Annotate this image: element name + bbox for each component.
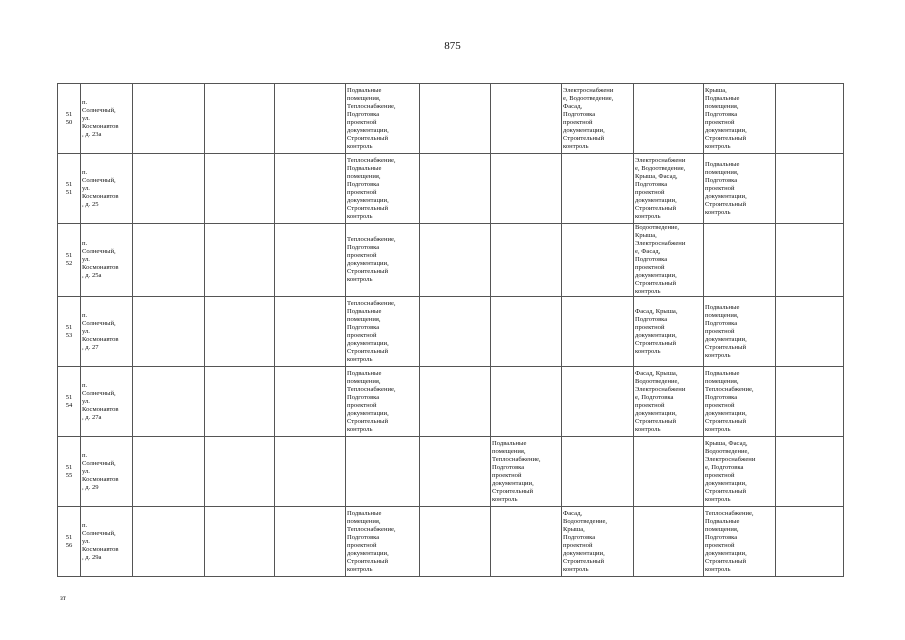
work-schedule-table	[57, 83, 844, 577]
table-row	[58, 297, 844, 367]
table-cell: Фасад, Крыша, Подготовка проектной документации, Строительный контроль	[634, 297, 704, 367]
table-row	[58, 437, 844, 507]
address-cell: п. Солнечный, ул. Космонавтов , д. 25а	[81, 224, 133, 297]
table-cell: Подвальные помещения, Теплоснабжение, Подготовка проектной документации, Строительный контроль	[704, 367, 776, 437]
table-cell	[275, 154, 346, 224]
table-cell	[491, 297, 562, 367]
address-cell: п. Солнечный, ул. Космонавтов , д. 23а	[81, 84, 133, 154]
table-cell	[562, 154, 634, 224]
table-cell: Фасад, Крыша, Водоотведение, Электроснабжени е, Подготовка проектной документации, Строительный контроль	[634, 367, 704, 437]
table-cell: Теплоснабжение, Подготовка проектной документации, Строительный контроль	[346, 224, 420, 297]
table-cell	[776, 297, 844, 367]
table-cell	[205, 154, 275, 224]
address-cell: п. Солнечный, ул. Космонавтов , д. 29а	[81, 507, 133, 577]
table-cell	[205, 84, 275, 154]
table-cell	[491, 84, 562, 154]
table-cell: Теплоснабжение, Подвальные помещения, Подготовка проектной документации, Строительный контроль	[346, 297, 420, 367]
table-cell	[420, 507, 491, 577]
row-number: 51 51	[58, 154, 81, 224]
table-cell	[776, 507, 844, 577]
table-cell: Крыша, Фасад, Водоотведение, Электроснабжени е, Подготовка проектной документации, Строительный контроль	[704, 437, 776, 507]
table-cell: Подвальные помещения, Подготовка проектной документации, Строительный контроль	[704, 154, 776, 224]
table-cell	[205, 437, 275, 507]
table-cell	[133, 154, 205, 224]
table-cell	[776, 154, 844, 224]
table-cell	[776, 437, 844, 507]
footer-mark: зт	[60, 594, 66, 602]
table-cell	[491, 224, 562, 297]
table-cell	[275, 507, 346, 577]
table-cell	[275, 367, 346, 437]
table-cell	[491, 507, 562, 577]
table-row	[58, 507, 844, 577]
page-number: 875	[444, 40, 461, 52]
row-number: 51 54	[58, 367, 81, 437]
table-cell: Подвальные помещения, Теплоснабжение, Подготовка проектной документации, Строительный контроль	[491, 437, 562, 507]
table-cell	[562, 297, 634, 367]
table-cell	[562, 437, 634, 507]
table-cell	[562, 367, 634, 437]
row-number: 51 50	[58, 84, 81, 154]
table-cell: Подвальные помещения, Теплоснабжение, Подготовка проектной документации, Строительный контроль	[346, 367, 420, 437]
table-row	[58, 367, 844, 437]
table-row	[58, 224, 844, 297]
address-cell: п. Солнечный, ул. Космонавтов , д. 27а	[81, 367, 133, 437]
table-cell	[275, 437, 346, 507]
table-cell: Подвальные помещения, Теплоснабжение, Подготовка проектной документации, Строительный контроль	[346, 507, 420, 577]
table-cell	[420, 224, 491, 297]
table-cell	[205, 367, 275, 437]
table-cell	[205, 297, 275, 367]
table-cell: Теплоснабжение, Подвальные помещения, Подготовка проектной документации, Строительный контроль	[704, 507, 776, 577]
table-cell	[133, 507, 205, 577]
table-cell	[491, 154, 562, 224]
table-cell	[346, 437, 420, 507]
table-cell	[420, 84, 491, 154]
table-cell	[275, 84, 346, 154]
table-cell	[420, 297, 491, 367]
table-cell	[776, 84, 844, 154]
table-cell	[133, 437, 205, 507]
table-cell	[275, 297, 346, 367]
table-cell: Водоотведение, Крыша, Электроснабжени е, Фасад, Подготовка проектной документации, Строительный контроль	[634, 224, 704, 297]
table-cell	[634, 84, 704, 154]
table-cell	[205, 224, 275, 297]
table-cell	[133, 84, 205, 154]
address-cell: п. Солнечный, ул. Космонавтов , д. 25	[81, 154, 133, 224]
table-cell	[420, 154, 491, 224]
table-cell: Подвальные помещения, Подготовка проектной документации, Строительный контроль	[704, 297, 776, 367]
row-number: 51 56	[58, 507, 81, 577]
table-cell	[491, 367, 562, 437]
table-cell	[420, 367, 491, 437]
table-cell	[776, 367, 844, 437]
table-cell	[420, 437, 491, 507]
table-cell: Фасад, Водоотведение, Крыша, Подготовка проектной документации, Строительный контроль	[562, 507, 634, 577]
row-number: 51 55	[58, 437, 81, 507]
address-cell: п. Солнечный, ул. Космонавтов , д. 29	[81, 437, 133, 507]
table-cell	[133, 224, 205, 297]
table-cell	[634, 507, 704, 577]
address-cell: п. Солнечный, ул. Космонавтов , д. 27	[81, 297, 133, 367]
row-number: 51 53	[58, 297, 81, 367]
table-cell	[133, 367, 205, 437]
row-number: 51 52	[58, 224, 81, 297]
table-cell	[562, 224, 634, 297]
table-cell: Крыша, Подвальные помещения, Подготовка проектной документации, Строительный контроль	[704, 84, 776, 154]
table-cell: Электроснабжени е, Водоотведение, Крыша, Фасад, Подготовка проектной документации, Строительный контроль	[634, 154, 704, 224]
table-cell	[704, 224, 776, 297]
table-cell: Электроснабжени е, Водоотведение, Фасад, Подготовка проектной документации, Строительный контроль	[562, 84, 634, 154]
table-cell	[205, 507, 275, 577]
table-cell	[634, 437, 704, 507]
table-cell	[133, 297, 205, 367]
table-row	[58, 84, 844, 154]
table-cell: Подвальные помещения, Теплоснабжение, Подготовка проектной документации, Строительный контроль	[346, 84, 420, 154]
table-row	[58, 154, 844, 224]
table-cell	[275, 224, 346, 297]
table-cell: Теплоснабжение, Подвальные помещения, Подготовка проектной документации, Строительный контроль	[346, 154, 420, 224]
table-cell	[776, 224, 844, 297]
